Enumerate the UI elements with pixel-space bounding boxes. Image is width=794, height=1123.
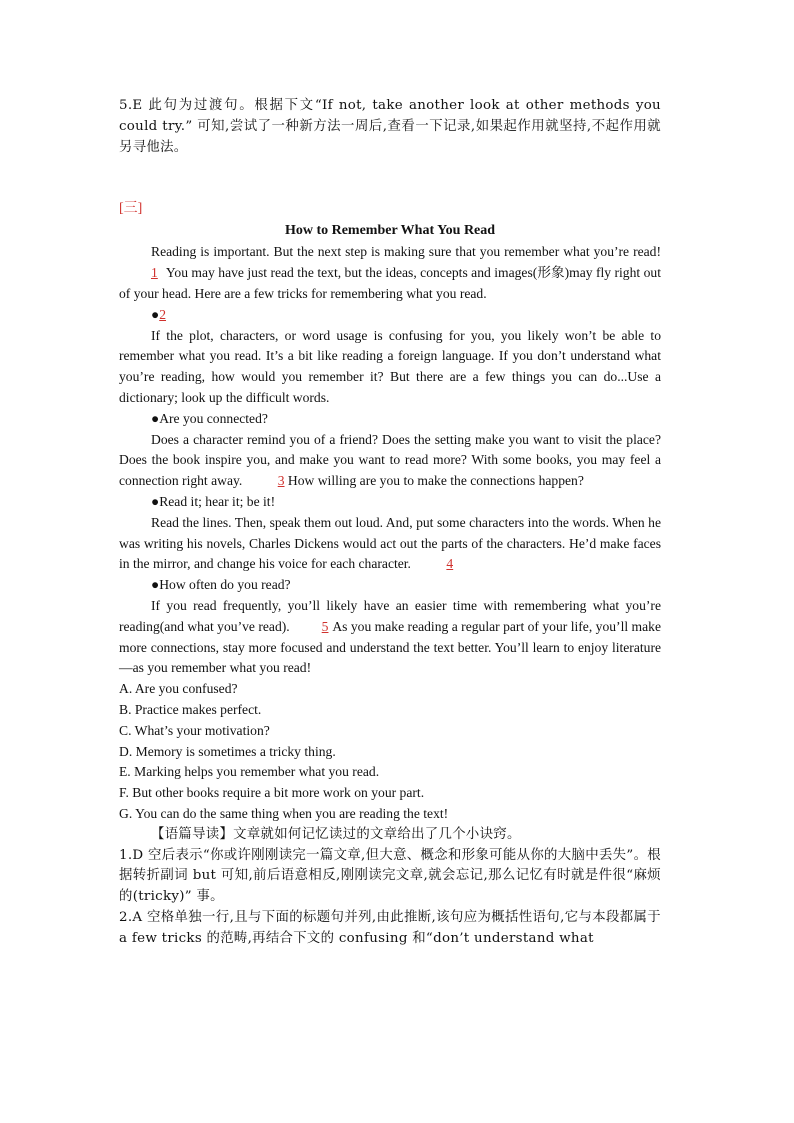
heading-4: ●Read it; hear it; be it! xyxy=(151,493,276,509)
paragraph-5-text-b: As you make reading a regular part of your life, you’ll make more connections, stay more focused and understand the text better. You’ll learn to enjoy literature —as you remember what you read! xyxy=(119,618,661,676)
heading-5: ●How often do you read? xyxy=(151,577,291,593)
paragraph-2: If the plot, characters, or word usage is confusing for you, you likely won’t be able to remember what you read. It’s a bit like reading a foreign language. If you don’t understand what you’re reading, how would you remember it? But there are a few things you can do...Use a dictionary; look up the difficult words. xyxy=(119,327,661,405)
paragraph-5-text-a: If you read frequently, you’ll likely have an easier time with remembering what you’re reading(and what you’ve read). xyxy=(119,597,661,634)
paragraph-4 xyxy=(119,513,661,575)
option-b: B. Practice makes perfect. xyxy=(119,701,262,717)
paragraph-4-text-a: Read the lines. Then, speak them out loud. And, put some characters into the words. When he was writing his novels, Charles Dickens would act out the parts of the characters. He’d make faces in the mirror, and change his voice for each character. xyxy=(119,514,661,572)
paragraph-3-text-a: Does a character remind you of a friend? Does the setting make you want to visit the place? Does the book inspire you, and make you want to read more? With some books, you may feel a connection right away. xyxy=(119,431,661,489)
blank-2[interactable]: 2 xyxy=(159,306,167,322)
explanation-1: 1.D 空后表示“你或许刚刚读完一篇文章,但大意、概念和形象可能从你的大脑中丢失”。根据转折副词 but 可知,前后语意相反,刚刚读完文章,就会忘记,那么记忆有时就是件很“麻烦的(tricky)” 事。 xyxy=(119,847,661,905)
explanation-2: 2.A 空格单独一行,且与下面的标题句并列,由此推断,该句应为概括性语句,它与本段都属于 a few tricks 的范畴,再结合下文的 confusing 和“don’t understand what xyxy=(119,909,661,946)
option-e: E. Marking helps you remember what you read. xyxy=(119,764,380,780)
blank-5[interactable]: 5 xyxy=(321,618,329,634)
article-title: How to Remember What You Read xyxy=(284,223,496,239)
discourse-guide: 【语篇导读】文章就如何记忆读过的文章给出了几个小诀窍。 xyxy=(151,826,521,842)
paragraph-1 xyxy=(119,242,661,304)
paragraph-3-text-b: How willing are you to make the connections happen? xyxy=(284,473,584,489)
page xyxy=(119,96,661,949)
blank-4[interactable]: 4 xyxy=(446,556,454,572)
paragraph-1-text-a: Reading is important. But the next step is making sure that you remember what you’re read! xyxy=(151,244,661,260)
blank-1[interactable]: 1 xyxy=(151,265,158,281)
option-a: A. Are you confused? xyxy=(119,681,238,697)
bullet-icon: ● xyxy=(151,306,160,322)
option-d: D. Memory is sometimes a tricky thing. xyxy=(119,743,336,759)
heading-2 xyxy=(119,305,661,326)
explanation-5: 5.E 此句为过渡句。根据下文“If not, take another look at other methods you could try.” 可知,尝试了一种新方法一周后,查看一下记录,如果起作用就坚持,不起作用就另寻他法。 xyxy=(119,98,661,155)
option-g: G. You can do the same thing when you are reading the text! xyxy=(119,805,449,821)
blank-3[interactable]: 3 xyxy=(277,473,285,489)
paragraph-1-text-b: You may have just read the text, but the ideas, concepts and images(形象)may fly right out of your head. Here are a few tricks for remembering what you read. xyxy=(119,265,661,301)
paragraph-3 xyxy=(119,430,661,492)
heading-3: ●Are you connected? xyxy=(151,410,268,426)
option-c: C. What’s your motivation? xyxy=(119,722,270,738)
option-f: F. But other books require a bit more work on your part. xyxy=(119,785,425,801)
paragraph-5 xyxy=(119,596,661,679)
section-label: [三] xyxy=(119,201,143,217)
